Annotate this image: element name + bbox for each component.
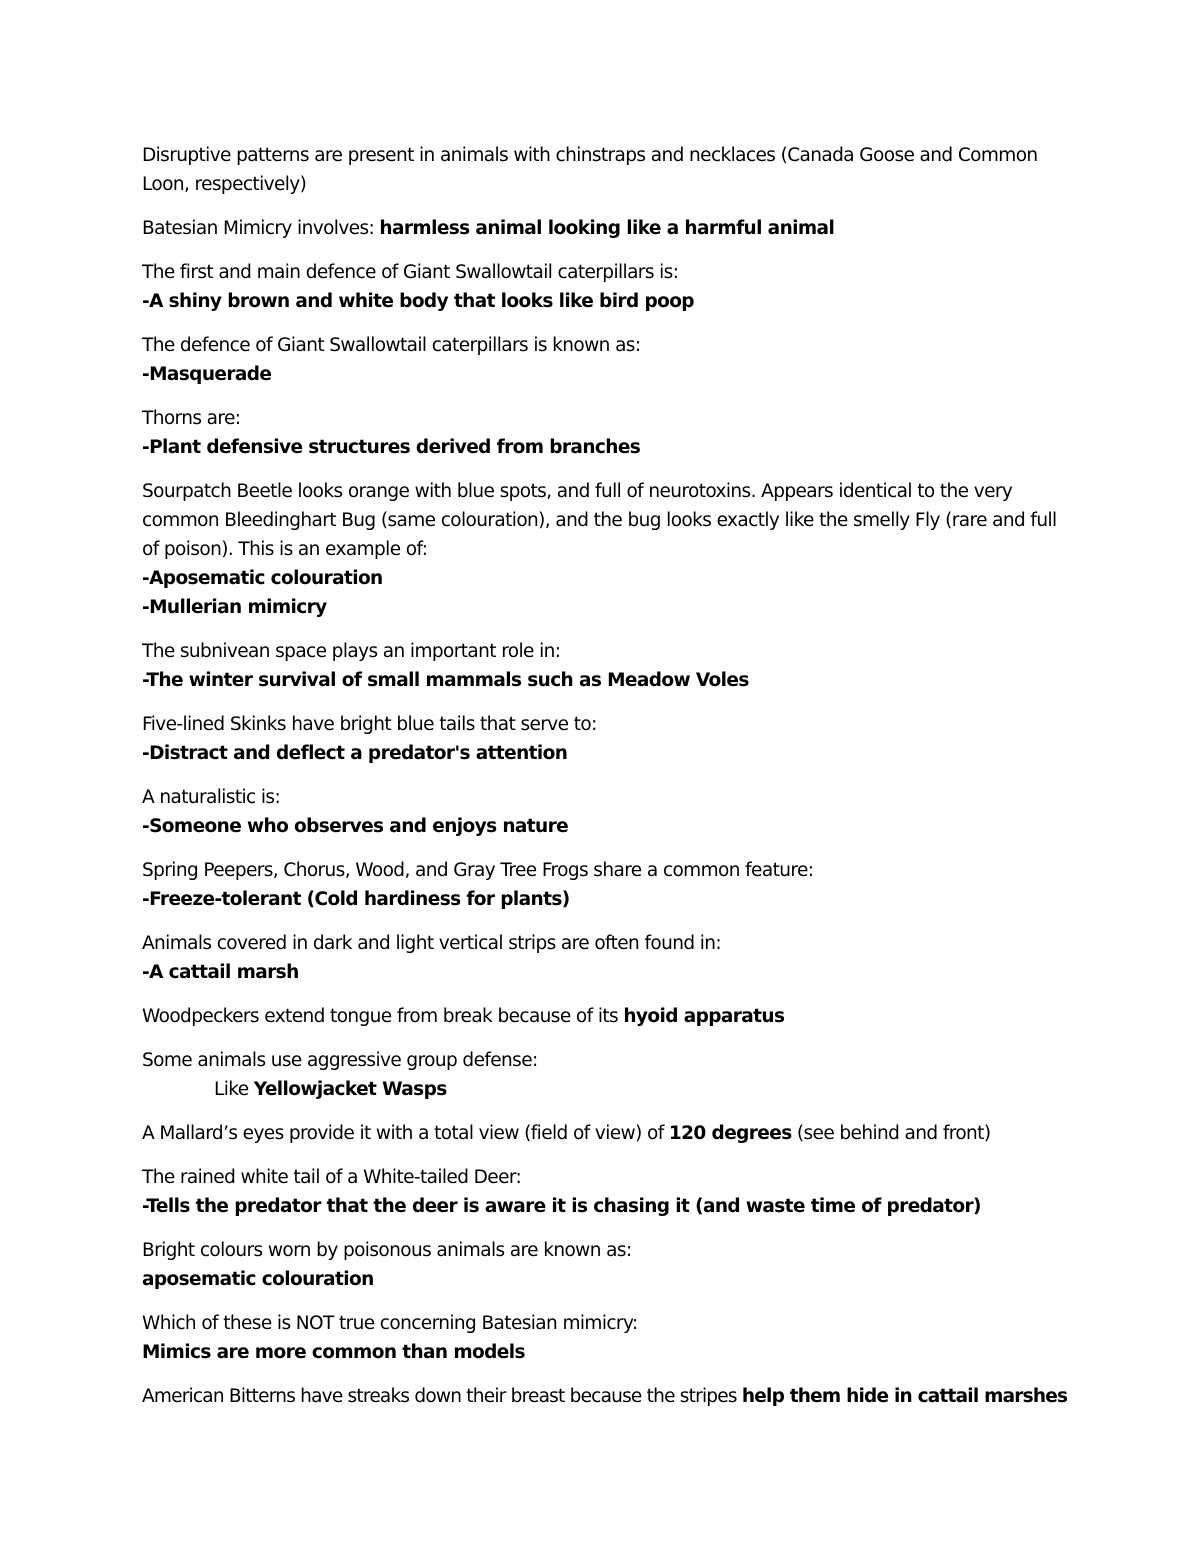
statement-text: Disruptive patterns are present in animals with chinstraps and necklaces (Canada Goose and Common Loon, respectively) xyxy=(142,145,1038,195)
paragraph-woodpeckers xyxy=(142,1002,1072,1031)
answer-text: Yellowjacket Wasps xyxy=(253,1079,447,1100)
paragraph-swallowtail-defence xyxy=(142,258,1072,316)
paragraph-bright-colours xyxy=(142,1236,1072,1294)
question-text: A naturalistic is: xyxy=(142,787,281,808)
question-text: Spring Peepers, Chorus, Wood, and Gray Tree Frogs share a common feature: xyxy=(142,860,814,881)
paragraph-disruptive-patterns xyxy=(142,141,1072,199)
question-text: Animals covered in dark and light vertical strips are often found in: xyxy=(142,933,722,954)
question-text: Which of these is NOT true concerning Batesian mimicry: xyxy=(142,1313,638,1334)
answer-text: -Someone who observes and enjoys nature xyxy=(142,816,569,837)
statement-line xyxy=(142,1382,1072,1411)
answer-text: harmless animal looking like a harmful animal xyxy=(379,218,835,239)
question-text: The subnivean space plays an important role in: xyxy=(142,641,561,662)
question-text: Bright colours worn by poisonous animals are known as: xyxy=(142,1240,632,1261)
answer-text: -Plant defensive structures derived from branches xyxy=(142,437,641,458)
statement-prefix: Batesian Mimicry involves: xyxy=(142,218,380,239)
statement-suffix: (see behind and front) xyxy=(791,1123,991,1144)
indented-answer-line xyxy=(142,1075,1072,1104)
question-text: The rained white tail of a White-tailed Deer: xyxy=(142,1167,522,1188)
answer-text: -A shiny brown and white body that looks like bird poop xyxy=(142,291,694,312)
statement-line xyxy=(142,1002,1072,1031)
answer-text: -Distract and deflect a predator's attention xyxy=(142,743,568,764)
paragraph-naturalistic xyxy=(142,783,1072,841)
question-text: Five-lined Skinks have bright blue tails that serve to: xyxy=(142,714,597,735)
paragraph-american-bitterns xyxy=(142,1382,1072,1411)
answer-text: help them hide in cattail marshes xyxy=(741,1386,1068,1407)
paragraph-mallard-eyes xyxy=(142,1119,1072,1148)
paragraph-vertical-strips xyxy=(142,929,1072,987)
answer-text: 120 degrees xyxy=(668,1123,792,1144)
paragraph-batesian-not-true xyxy=(142,1309,1072,1367)
question-text: Sourpatch Beetle looks orange with blue spots, and full of neurotoxins. Appears identical to the very common Bleedinghart Bug (same colouration), and the bug looks exactly like the smelly Fly (rare and full of poison). This is an example of: xyxy=(142,481,1057,560)
statement-line xyxy=(142,1119,1072,1148)
answer-text: hyoid apparatus xyxy=(623,1006,785,1027)
answer-text: aposematic colouration xyxy=(142,1269,374,1290)
statement-prefix: Woodpeckers extend tongue from break because of its xyxy=(142,1006,624,1027)
answer-text: -Freeze-tolerant (Cold hardiness for plants) xyxy=(142,889,570,910)
statement-prefix: American Bitterns have streaks down their breast because the stripes xyxy=(142,1386,742,1407)
question-text: The defence of Giant Swallowtail caterpillars is known as: xyxy=(142,335,641,356)
paragraph-group-defense xyxy=(142,1046,1072,1104)
question-text: Thorns are: xyxy=(142,408,241,429)
paragraph-frogs xyxy=(142,856,1072,914)
answer-text: -The winter survival of small mammals such as Meadow Voles xyxy=(142,670,749,691)
paragraph-sourpatch-beetle xyxy=(142,477,1072,622)
paragraph-subnivean-space xyxy=(142,637,1072,695)
answer-text: Mimics are more common than models xyxy=(142,1342,525,1363)
paragraph-batesian-mimicry xyxy=(142,214,1072,243)
paragraph-white-tailed-deer xyxy=(142,1163,1072,1221)
paragraph-swallowtail-known-as xyxy=(142,331,1072,389)
answer-text: -Tells the predator that the deer is aware it is chasing it (and waste time of predator) xyxy=(142,1196,981,1217)
answer-text: -Masquerade xyxy=(142,364,272,385)
indent-prefix: Like xyxy=(214,1079,254,1100)
statement-prefix: A Mallard’s eyes provide it with a total view (field of view) of xyxy=(142,1123,669,1144)
question-text: Some animals use aggressive group defense: xyxy=(142,1050,538,1071)
question-text: The first and main defence of Giant Swallowtail caterpillars is: xyxy=(142,262,679,283)
paragraph-thorns xyxy=(142,404,1072,462)
statement-line xyxy=(142,214,1072,243)
paragraph-skinks xyxy=(142,710,1072,768)
answer-text: -A cattail marsh xyxy=(142,962,299,983)
answer-text: -Mullerian mimicry xyxy=(142,597,327,618)
document-body xyxy=(142,141,1072,1426)
answer-text: -Aposematic colouration xyxy=(142,568,383,589)
